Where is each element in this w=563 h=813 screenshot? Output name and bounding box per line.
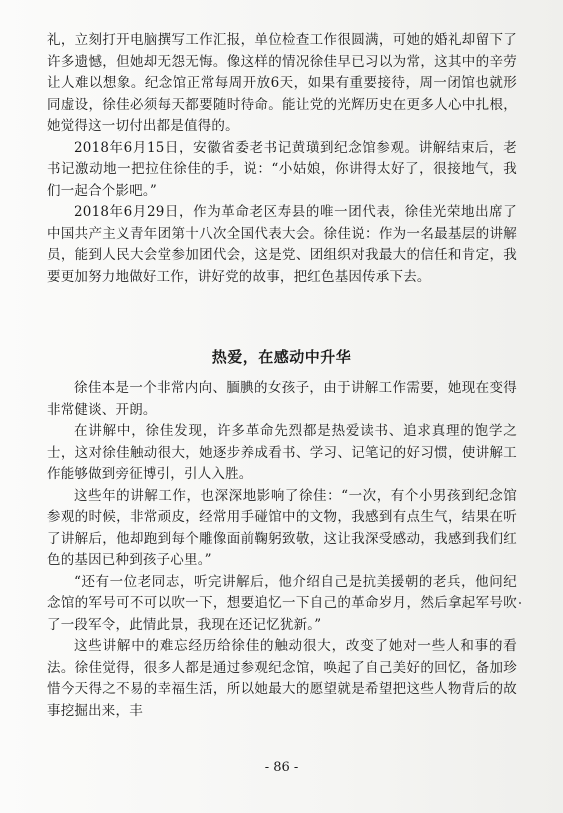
scan-speck <box>519 602 521 604</box>
paragraph-little-boy-story: 这些年的讲解工作，也深深地影响了徐佳：“一次，有个小男孩到纪念馆参观的时候，非常顽皮，经常用手碰馆中的文物，我感到有点生气，结果在听了讲解后，他却跑到每个雕像面前鞠躬致敬，这让我深受感动，我感到我们红色的基因已种到孩子心里。” <box>47 487 517 568</box>
body-text-top <box>47 30 517 288</box>
section-heading: 热爱，在感动中升华 <box>211 348 352 366</box>
paragraph-youth-congress: 2018年6月29日，作为革命老区寿县的唯一团代表，徐佳光荣地出席了中国共产主义青年团第十八次全国代表大会。徐佳说：作为一名最基层的讲解员，能到人民大会堂参加团代会，这是党、团组织对我最大的信任和肯定，我要更加努力地做好工作，讲好党的故事，把红色基因传承下去。 <box>47 204 517 285</box>
page-number: - 86 - <box>264 760 299 775</box>
paragraph-secretary-visit: 2018年6月15日，安徽省委老书记黄璜到纪念馆参观。讲解结束后，老书记激动地一把拉住徐佳的手，说：“小姑娘，你讲得太好了，很接地气，我们一起合个影吧。” <box>47 139 517 199</box>
paragraph-wedding-regret: 礼，立刻打开电脑撰写工作汇报，单位检查工作很圆满，可她的婚礼却留下了许多遗憾，但她却无怨无悔。像这样的情况徐佳早已习以为常，这其中的辛劳让人难以想象。纪念馆正常每周开放6天，如果有重要接待，周一闭馆也就形同虚设，徐佳必须每天都要随时待命。能让党的光辉历史在更多人心中扎根，她觉得这一切付出都是值得的。 <box>47 32 517 134</box>
paragraph-reading-habit: 在讲解中，徐佳发现，许多革命先烈都是热爱读书、追求真理的饱学之士，这对徐佳触动很大，她逐步养成看书、学习、记笔记的好习惯，使讲解工作能够做到旁征博引，引人入胜。 <box>47 423 517 482</box>
paragraph-veteran-bugle: “还有一位老同志，听完讲解后，他介绍自己是抗美援朝的老兵，他问纪念馆的军号可不可以吹一下，想要追忆一下自己的革命岁月，然后拿起军号吹了一段军令，此情此景，我现在还记忆犹新。” <box>47 573 517 633</box>
paragraph-memorable-experiences: 这些讲解中的难忘经历给徐佳的触动很大，改变了她对一些人和事的看法。徐佳觉得，很多人都是通过参观纪念馆，唤起了自己美好的回忆，备加珍惜今天得之不易的幸福生活，所以她最大的愿望就是希望把这些人物背后的故事挖掘出来，丰 <box>47 638 517 719</box>
body-text-bottom <box>47 378 517 722</box>
paragraph-personality-change: 徐佳本是一个非常内向、腼腆的女孩子，由于讲解工作需要，她现在变得非常健谈、开朗。 <box>47 380 517 418</box>
